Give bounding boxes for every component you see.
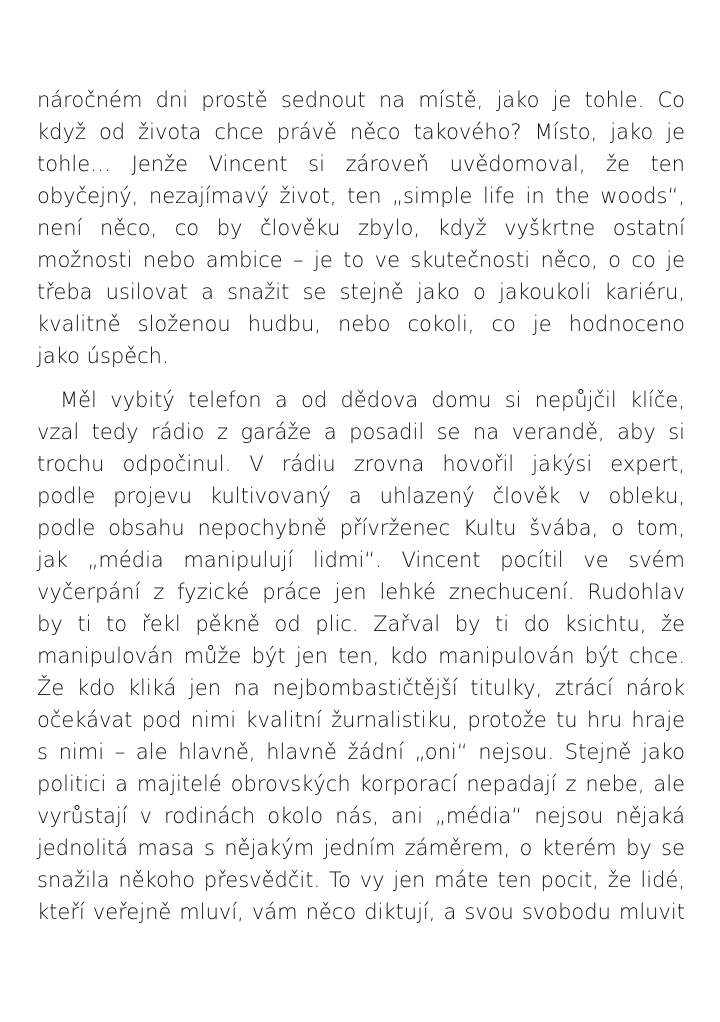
text-line: vyčerpání z fyzické práce jen lehké znechucení. Rudohlav (37, 580, 685, 604)
text-line: snažila někoho přesvědčit. To vy jen máte ten pocit, že lidé, (37, 868, 685, 892)
text-line: politici a majitelé obrovských korporací nepadají z nebe, ale (37, 772, 685, 796)
text-line: možnosti nebo ambice – je to ve skutečnosti něco, o co je (37, 248, 685, 272)
text-line: podle projevu kultivovaný a uhlazený člověk v obleku, (37, 484, 685, 508)
text-line: vzal tedy rádio z garáže a posadil se na verandě, aby si (37, 420, 685, 444)
text-line: by ti to řekl pěkně od plic. Zařval by ti do ksichtu, že (37, 612, 685, 636)
text-line: jak „média manipulují lidmi“. Vincent pocítil ve svém (37, 548, 685, 572)
text-line: trochu odpočinul. V rádiu zrovna hovořil jakýsi expert, (37, 452, 685, 476)
text-line: není něco, co by člověku zbylo, když vyškrtne ostatní (37, 216, 685, 240)
text-line: Že kdo kliká jen na nejbombastičtější titulky, ztrácí nárok (37, 676, 685, 700)
text-line: podle obsahu nepochybně přívrženec Kultu švába, o tom, (37, 516, 685, 540)
paragraph-2 (37, 384, 685, 928)
text-line: obyčejný, nezajímavý život, ten „simple life in the woods“, (37, 184, 685, 208)
text-line: kteří veřejně mluví, vám něco diktují, a svou svobodu mluvit (37, 900, 685, 924)
text-line: s nimi – ale hlavně, hlavně žádní „oni“ nejsou. Stejně jako (37, 740, 685, 764)
paragraph-1 (37, 84, 685, 372)
text-line: když od života chce právě něco takového? Místo, jako je (37, 120, 685, 144)
text-line: manipulován může být jen ten, kdo manipulován být chce. (37, 644, 685, 668)
text-line: jednolitá masa s nějakým jedním záměrem, o kterém by se (37, 836, 685, 860)
text-line: tohle… Jenže Vincent si zároveň uvědomoval, že ten (37, 152, 685, 176)
text-line: kvalitně složenou hudbu, nebo cokoli, co je hodnoceno (37, 312, 685, 336)
body-text (37, 84, 685, 928)
text-line: očekávat pod nimi kvalitní žurnalistiku, protože tu hru hraje (37, 708, 685, 732)
text-line: jako úspěch. (37, 344, 169, 368)
text-line: třeba usilovat a snažit se stejně jako o jakoukoli kariéru, (37, 280, 685, 304)
text-line: Měl vybitý telefon a od dědova domu si nepůjčil klíče, (60, 388, 685, 412)
text-line: vyrůstají v rodinách okolo nás, ani „média“ nejsou nějaká (37, 804, 685, 828)
text-line: náročném dni prostě sednout na místě, jako je tohle. Co (37, 88, 685, 112)
